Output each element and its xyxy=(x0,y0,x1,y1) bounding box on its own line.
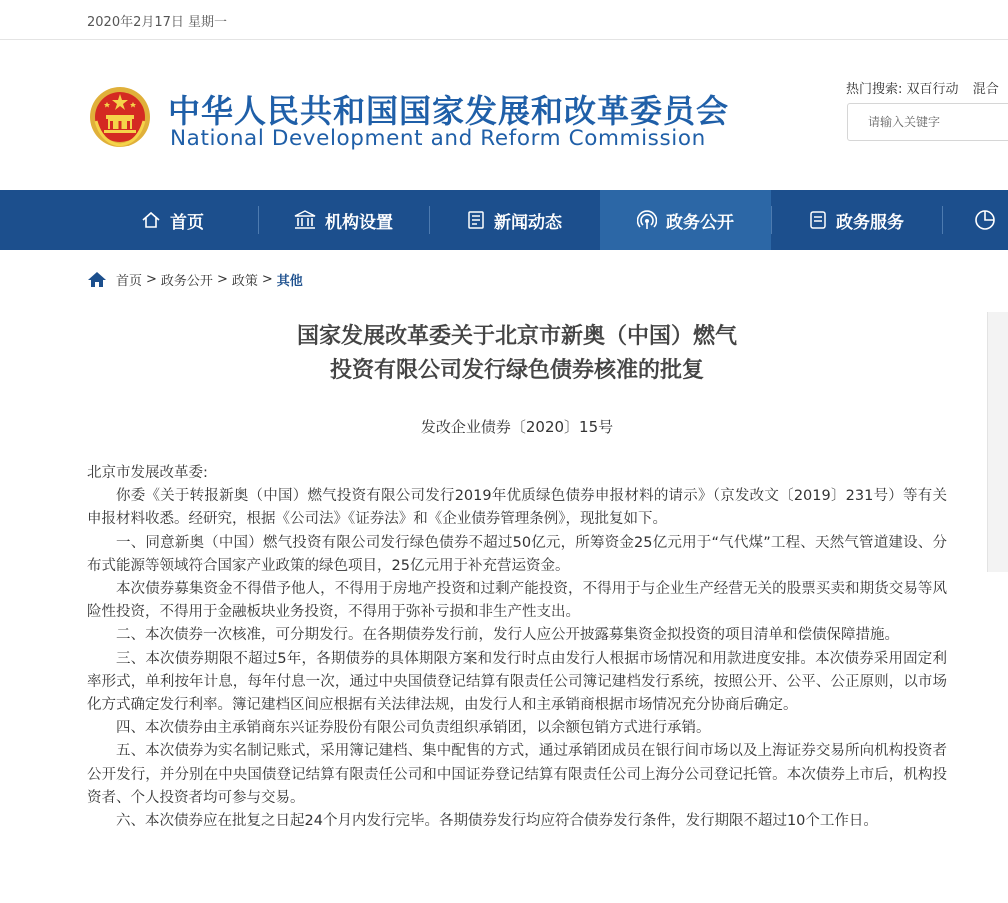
site-header xyxy=(0,40,1008,190)
site-name-cn: 中华人民共和国国家发展和改革委员会 xyxy=(168,92,730,130)
breadcrumb-link[interactable]: 政务公开 xyxy=(160,274,213,289)
search-box xyxy=(847,103,1008,141)
nav-item-gov-affairs[interactable] xyxy=(600,190,771,250)
nav-item-label: 政务公开 xyxy=(666,212,734,233)
breadcrumb-link[interactable]: 政策 xyxy=(231,274,258,289)
breadcrumb-separator: > xyxy=(146,272,157,287)
pie-chart-icon xyxy=(974,209,996,231)
nav-item-more[interactable] xyxy=(942,190,1008,250)
document-number: 发改企业债券〔2020〕15号 xyxy=(420,418,614,436)
side-panel xyxy=(987,312,1008,572)
article-title-line: 国家发展改革委关于北京市新奥（中国）燃气 xyxy=(296,324,737,349)
article-paragraph: 一、同意新奥（中国）燃气投资有限公司发行绿色债券不超过50亿元，所筹资金25亿元用于“气代煤”工程、天然气管道建设、分布式能源等领域符合国家产业政策的绿色项目，25亿元用于补充营运资金。 xyxy=(87,534,947,574)
top-bar xyxy=(0,0,1008,40)
article-paragraph: 三、本次债券期限不超过5年，各期债券的具体期限方案和发行时点由发行人根据市场情况和用款进度安排。本次债券采用固定利率形式，单利按年计息，每年付息一次，通过中央国债登记结算有限责任公司簿记建档发行系统，按照公开、公平、公正原则，以市场化方式确定发行利率。簿记建档区间应根据有关法律法规，由发行人和主承销商根据市场情况充分协商后确定。 xyxy=(87,650,947,714)
hot-search xyxy=(846,78,1008,97)
broadcast-icon xyxy=(637,210,657,230)
site-name-en: National Development and Reform Commission xyxy=(170,126,706,151)
article-paragraph: 你委《关于转报新奥（中国）燃气投资有限公司发行2019年优质绿色债券申报材料的请示》（京发改文〔2019〕231号）等有关申报材料收悉。经研究，根据《公司法》《证券法》和《企业债券管理条例》，现批复如下。 xyxy=(87,488,947,528)
hot-search-label: 热门搜索: xyxy=(846,82,903,97)
national-emblem-icon[interactable] xyxy=(88,85,152,149)
breadcrumb-separator: > xyxy=(261,272,273,287)
article-paragraph: 六、本次债券应在批复之日起24个月内发行完毕。各期债券发行均应符合债券发行条件，发行期限不超过10个工作日。 xyxy=(116,813,878,830)
article-paragraph: 五、本次债券为实名制记账式，采用簿记建档、集中配售的方式，通过承销团成员在银行间市场以及上海证券交易所向机构投资者公开发行，并分别在中央国债登记结算有限责任公司和中国证券登记结算有限责任公司上海分公司登记托管。本次债券上市后，机构投资者、个人投资者均可参与交易。 xyxy=(87,743,947,806)
service-icon xyxy=(809,210,827,230)
article-title xyxy=(87,320,947,388)
breadcrumb-link[interactable]: 首页 xyxy=(116,274,143,289)
nav-item-label: 政务服务 xyxy=(836,212,904,233)
addressee: 北京市发展改革委: xyxy=(87,465,208,481)
hot-search-item[interactable]: 双百行动 xyxy=(906,82,959,97)
article-body xyxy=(87,462,947,833)
nav-item-label: 新闻动态 xyxy=(494,212,562,233)
article-paragraph: 二、本次债券一次核准，可分期发行。在各期债券发行前，发行人应公开披露募集资金拟投资的项目清单和偿债保障措施。 xyxy=(116,627,899,644)
date-text: 2020年2月17日 星期一 xyxy=(87,15,228,30)
search-input[interactable] xyxy=(848,104,1008,140)
article-paragraph: 本次债券募集资金不得借予他人，不得用于房地产投资和过剩产能投资，不得用于与企业生产经营无关的股票买卖和期货交易等风险性投资，不得用于金融板块业务投资，不得用于弥补亏损和非生产性支出。 xyxy=(87,581,947,621)
main-nav xyxy=(0,190,1008,250)
nav-item-institution[interactable] xyxy=(258,190,429,250)
breadcrumb-separator: > xyxy=(216,272,228,287)
breadcrumb xyxy=(87,270,303,289)
article-paragraph: 四、本次债券由主承销商东兴证券股份有限公司负责组织承销团，以余额包销方式进行承销。 xyxy=(116,720,711,737)
home-icon xyxy=(87,271,107,288)
news-icon xyxy=(467,210,485,230)
nav-item-service[interactable] xyxy=(771,190,942,250)
nav-item-label: 首页 xyxy=(170,212,204,233)
breadcrumb-current[interactable]: 其他 xyxy=(276,274,303,289)
nav-item-home[interactable] xyxy=(87,190,258,250)
hot-search-item[interactable]: 混合 xyxy=(972,82,999,97)
institution-icon xyxy=(294,210,316,230)
home-icon xyxy=(141,210,161,230)
article-title-line: 投资有限公司发行绿色债券核准的批复 xyxy=(329,358,704,383)
nav-item-label: 机构设置 xyxy=(325,212,393,233)
nav-item-news[interactable] xyxy=(429,190,600,250)
